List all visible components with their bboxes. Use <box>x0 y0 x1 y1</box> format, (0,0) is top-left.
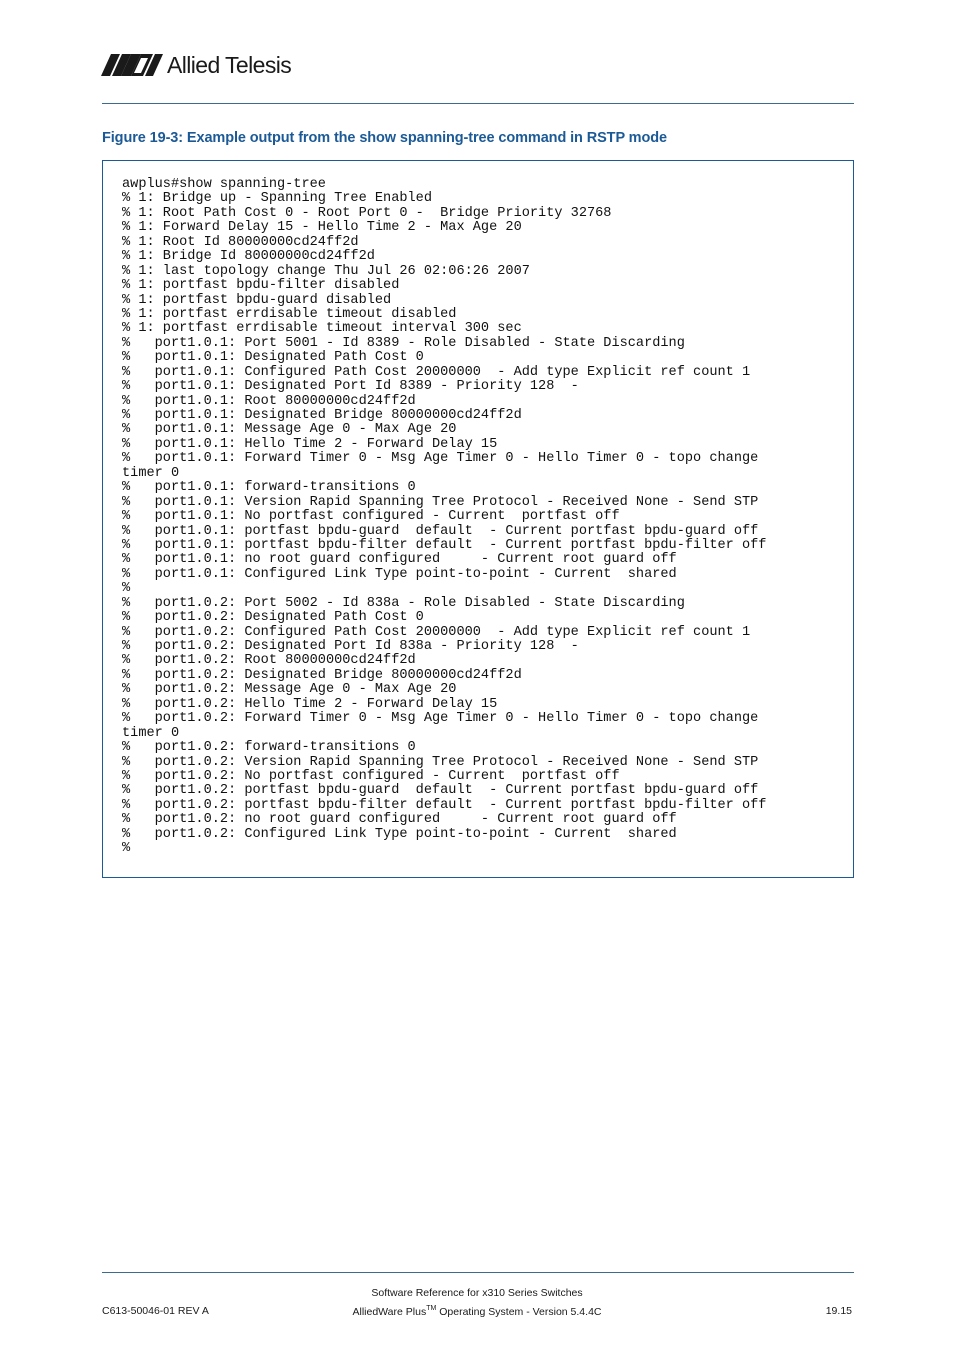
code-line: % <box>122 841 131 857</box>
figure-title: Figure 19-3: Example output from the show spanning-tree command in RSTP mode <box>102 130 667 146</box>
code-line: % 1: Root Path Cost 0 - Root Port 0 - Bridge Priority 32768 <box>122 205 612 221</box>
code-line: % port1.0.2: forward-transitions 0 <box>122 740 416 756</box>
code-line: % port1.0.2: portfast bpdu-filter default - Current portfast bpdu-filter off <box>122 797 767 813</box>
brand-logo <box>101 50 291 80</box>
code-line: % 1: Forward Delay 15 - Hello Time 2 - Max Age 20 <box>122 220 522 236</box>
code-line: % port1.0.1: portfast bpdu-guard default - Current portfast bpdu-guard off <box>122 523 759 539</box>
code-line: % 1: Bridge up - Spanning Tree Enabled <box>122 191 432 207</box>
doc-number: C613-50046-01 REV A <box>102 1305 209 1317</box>
footer-product-prefix: AlliedWare Plus <box>352 1306 427 1318</box>
code-line: % port1.0.1: Version Rapid Spanning Tree Protocol - Received None - Send STP <box>122 494 759 510</box>
code-line: % port1.0.1: Root 80000000cd24ff2d <box>122 393 416 409</box>
code-line: % port1.0.2: Hello Time 2 - Forward Delay 15 <box>122 696 498 712</box>
code-line: % 1: portfast bpdu-filter disabled <box>122 278 400 294</box>
code-line: % port1.0.2: Version Rapid Spanning Tree Protocol - Received None - Send STP <box>122 754 759 770</box>
code-line: % port1.0.1: Designated Path Cost 0 <box>122 350 424 366</box>
code-line: % port1.0.1: no root guard configured - Current root guard off <box>122 552 677 568</box>
allied-telesis-logo-mark-icon <box>101 54 163 76</box>
code-line: % port1.0.1: forward-transitions 0 <box>122 480 416 496</box>
trademark-mark: TM <box>426 1305 437 1312</box>
code-output-box <box>102 160 854 878</box>
code-line: % port1.0.1: Port 5001 - Id 8389 - Role Disabled - State Discarding <box>122 335 685 351</box>
code-line: % port1.0.2: Port 5002 - Id 838a - Role Disabled - State Discarding <box>122 595 685 611</box>
code-line: % 1: last topology change Thu Jul 26 02:06:26 2007 <box>122 263 530 279</box>
footer-divider <box>102 1272 854 1273</box>
page-number: 19.15 <box>825 1305 852 1317</box>
footer-title: Software Reference for x310 Series Switches <box>371 1287 583 1299</box>
code-line: % port1.0.2: Designated Path Cost 0 <box>122 610 424 626</box>
code-line: % port1.0.1: Configured Link Type point-to-point - Current shared <box>122 566 677 582</box>
code-line: awplus#show spanning-tree <box>122 177 326 192</box>
code-line: % port1.0.1: Forward Timer 0 - Msg Age Timer 0 - Hello Timer 0 - topo change <box>122 451 759 467</box>
code-line: % port1.0.1: Message Age 0 - Max Age 20 <box>122 422 457 438</box>
code-line: % <box>122 581 131 597</box>
code-line: % port1.0.2: no root guard configured - Current root guard off <box>122 812 677 828</box>
code-line: % port1.0.2: Message Age 0 - Max Age 20 <box>122 682 457 698</box>
code-line: % port1.0.2: Designated Bridge 80000000cd24ff2d <box>122 667 522 683</box>
code-line: timer 0 <box>122 465 180 481</box>
code-line: % port1.0.2: portfast bpdu-guard default - Current portfast bpdu-guard off <box>122 783 759 799</box>
code-line: % 1: portfast bpdu-guard disabled <box>122 292 392 308</box>
header-divider <box>102 103 854 104</box>
code-line: % 1: portfast errdisable timeout disabled <box>122 306 457 322</box>
code-line: % port1.0.2: Designated Port Id 838a - Priority 128 - <box>122 639 579 654</box>
code-line: % 1: Bridge Id 80000000cd24ff2d <box>122 249 375 265</box>
code-line: % 1: portfast errdisable timeout interval 300 sec <box>122 321 522 337</box>
code-line: % port1.0.2: Configured Link Type point-to-point - Current shared <box>122 826 677 842</box>
code-line: % port1.0.1: portfast bpdu-filter default - Current portfast bpdu-filter off <box>122 537 767 553</box>
code-line: % port1.0.2: Root 80000000cd24ff2d <box>122 653 416 669</box>
code-line: % port1.0.2: Configured Path Cost 20000000 - Add type Explicit ref count 1 <box>122 624 751 640</box>
code-line: % 1: Root Id 80000000cd24ff2d <box>122 234 359 250</box>
code-output <box>122 178 766 857</box>
code-line: % port1.0.1: Configured Path Cost 20000000 - Add type Explicit ref count 1 <box>122 364 751 380</box>
code-line: % port1.0.1: Hello Time 2 - Forward Delay 15 <box>122 436 498 452</box>
code-line: % port1.0.1: Designated Bridge 80000000cd24ff2d <box>122 408 522 423</box>
code-line: % port1.0.2: Forward Timer 0 - Msg Age Timer 0 - Hello Timer 0 - topo change <box>122 711 759 727</box>
footer-product-suffix: Operating System - Version 5.4.4C <box>436 1306 602 1318</box>
code-line: timer 0 <box>122 725 180 741</box>
logo-text: Allied Telesis <box>167 52 292 78</box>
code-line: % port1.0.2: No portfast configured - Current portfast off <box>122 768 620 784</box>
code-line: % port1.0.1: Designated Port Id 8389 - Priority 128 - <box>122 379 579 395</box>
code-line: % port1.0.1: No portfast configured - Current portfast off <box>122 509 620 525</box>
